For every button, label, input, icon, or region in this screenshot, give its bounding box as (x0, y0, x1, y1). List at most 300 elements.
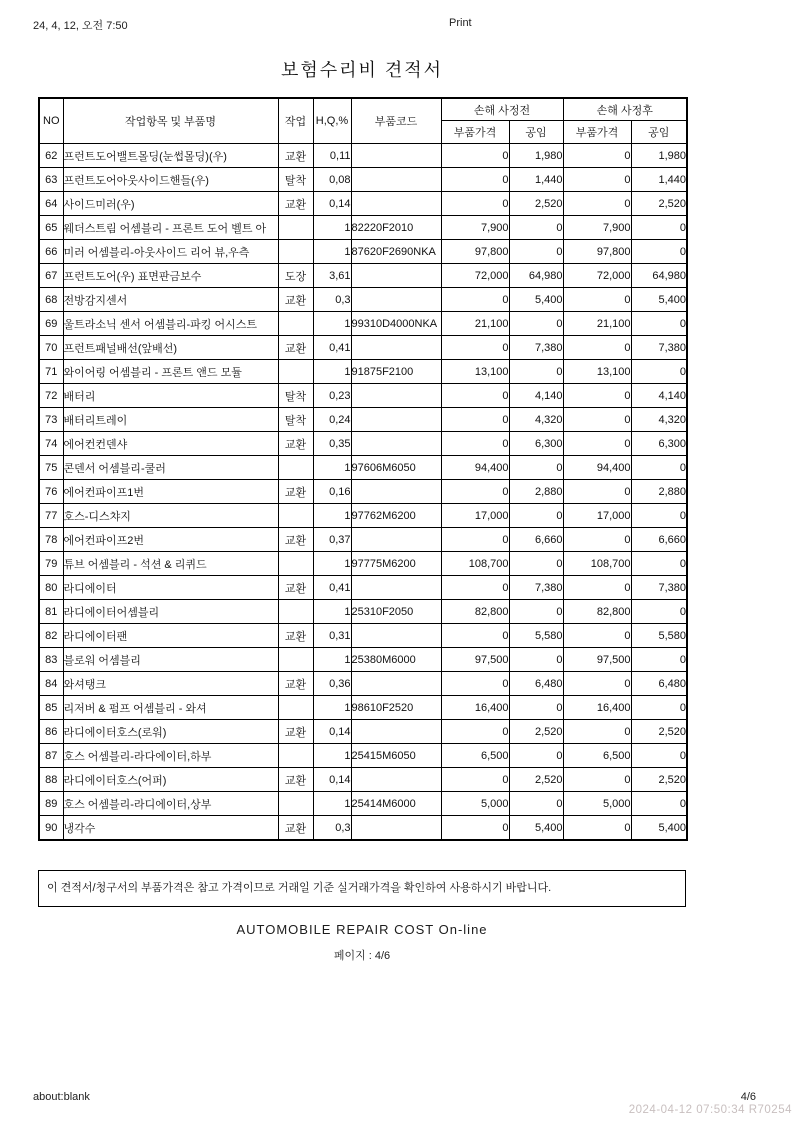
cell-before_labor: 64,980 (509, 264, 563, 288)
cell-after_labor: 0 (631, 696, 687, 720)
cell-before_labor: 5,580 (509, 624, 563, 648)
cell-after_part: 7,900 (563, 216, 631, 240)
col-header-after-group: 손해 사정후 (563, 98, 687, 121)
cell-after_part: 5,000 (563, 792, 631, 816)
cell-no: 62 (39, 144, 63, 168)
cell-hq: 1 (313, 600, 351, 624)
cell-no: 70 (39, 336, 63, 360)
cell-before_labor: 7,380 (509, 576, 563, 600)
cell-hq: 1 (313, 216, 351, 240)
cell-job: 탈착 (278, 408, 313, 432)
cell-after_part: 16,400 (563, 696, 631, 720)
cell-code: 91875F2100 (351, 360, 441, 384)
cell-job (278, 504, 313, 528)
cell-after_labor: 0 (631, 504, 687, 528)
cell-hq: 0,23 (313, 384, 351, 408)
cell-name: 라디에이터호스(어퍼) (63, 768, 278, 792)
service-name: AUTOMOBILE REPAIR COST On-line (236, 922, 488, 937)
cell-before_labor: 6,660 (509, 528, 563, 552)
cell-code (351, 816, 441, 841)
cell-before_part: 0 (441, 720, 509, 744)
cell-code: 25310F2050 (351, 600, 441, 624)
cell-no: 77 (39, 504, 63, 528)
cell-after_labor: 0 (631, 552, 687, 576)
cell-code: 99310D4000NKA (351, 312, 441, 336)
cell-job (278, 360, 313, 384)
cell-name: 웨더스트림 어셈블리 - 프론트 도어 벨트 아 (63, 216, 278, 240)
cell-no: 66 (39, 240, 63, 264)
cell-before_part: 0 (441, 576, 509, 600)
cell-no: 82 (39, 624, 63, 648)
cell-after_labor: 0 (631, 648, 687, 672)
cell-no: 83 (39, 648, 63, 672)
cell-no: 89 (39, 792, 63, 816)
cell-after_labor: 0 (631, 216, 687, 240)
col-header-before-labor: 공임 (509, 121, 563, 144)
cell-before_part: 17,000 (441, 504, 509, 528)
table-row (39, 528, 687, 552)
cell-name: 리저버 & 펌프 어셈블리 - 와셔 (63, 696, 278, 720)
cell-job: 교환 (278, 576, 313, 600)
cell-job (278, 600, 313, 624)
table-row (39, 672, 687, 696)
table-row (39, 144, 687, 168)
cell-hq: 0,08 (313, 168, 351, 192)
cell-hq: 1 (313, 504, 351, 528)
page-indicator: 페이지 : 4/6 (333, 950, 391, 962)
cell-no: 76 (39, 480, 63, 504)
cell-code (351, 192, 441, 216)
table-row (39, 720, 687, 744)
cell-job: 교환 (278, 672, 313, 696)
cell-job: 도장 (278, 264, 313, 288)
cell-before_labor: 1,980 (509, 144, 563, 168)
cell-after_labor: 0 (631, 792, 687, 816)
cell-code: 25380M6000 (351, 648, 441, 672)
cell-code (351, 408, 441, 432)
cell-code (351, 624, 441, 648)
cell-no: 80 (39, 576, 63, 600)
cell-before_labor: 0 (509, 600, 563, 624)
cell-hq: 0,14 (313, 720, 351, 744)
cell-before_part: 0 (441, 288, 509, 312)
table-row (39, 408, 687, 432)
cell-name: 전방감지센서 (63, 288, 278, 312)
cell-after_labor: 7,380 (631, 336, 687, 360)
cell-after_part: 13,100 (563, 360, 631, 384)
cell-before_labor: 4,320 (509, 408, 563, 432)
cell-after_labor: 0 (631, 312, 687, 336)
table-header (39, 98, 687, 144)
cell-job: 탈착 (278, 168, 313, 192)
cell-no: 79 (39, 552, 63, 576)
cell-before_part: 13,100 (441, 360, 509, 384)
cell-before_labor: 0 (509, 552, 563, 576)
cell-name: 배터리트레이 (63, 408, 278, 432)
cell-code (351, 768, 441, 792)
cell-before_labor: 2,520 (509, 768, 563, 792)
cell-after_part: 0 (563, 288, 631, 312)
cell-after_labor: 2,520 (631, 192, 687, 216)
table-row (39, 432, 687, 456)
cell-name: 라디에이터어셈블리 (63, 600, 278, 624)
cell-job: 교환 (278, 144, 313, 168)
cell-after_part: 0 (563, 768, 631, 792)
cell-after_part: 94,400 (563, 456, 631, 480)
cell-job (278, 240, 313, 264)
cell-code: 82220F2010 (351, 216, 441, 240)
cell-after_labor: 5,400 (631, 288, 687, 312)
cell-code: 97762M6200 (351, 504, 441, 528)
cell-name: 라디에이터팬 (63, 624, 278, 648)
cell-before_labor: 7,380 (509, 336, 563, 360)
cell-hq: 0,3 (313, 816, 351, 841)
cell-code (351, 672, 441, 696)
cell-after_part: 0 (563, 408, 631, 432)
cell-before_labor: 6,300 (509, 432, 563, 456)
cell-before_labor: 0 (509, 744, 563, 768)
cell-after_labor: 0 (631, 360, 687, 384)
cell-job: 교환 (278, 624, 313, 648)
col-header-item: 작업항목 및 부품명 (63, 98, 278, 144)
cell-code: 98610F2520 (351, 696, 441, 720)
timestamp-watermark: 2024-04-12 07:50:34 R70254 (628, 1104, 792, 1116)
cell-after_part: 0 (563, 336, 631, 360)
table-row (39, 312, 687, 336)
cell-hq: 0,24 (313, 408, 351, 432)
cell-before_part: 0 (441, 768, 509, 792)
cell-code (351, 168, 441, 192)
cell-before_part: 0 (441, 408, 509, 432)
cell-name: 와이어링 어셈블리 - 프론트 앤드 모듈 (63, 360, 278, 384)
cell-after_part: 0 (563, 720, 631, 744)
cell-after_labor: 0 (631, 456, 687, 480)
cell-before_part: 0 (441, 816, 509, 841)
cell-after_part: 0 (563, 432, 631, 456)
cell-job: 교환 (278, 768, 313, 792)
col-header-no: NO (39, 98, 63, 144)
cell-after_part: 97,500 (563, 648, 631, 672)
cell-before_part: 0 (441, 432, 509, 456)
cell-hq: 1 (313, 312, 351, 336)
cell-before_part: 72,000 (441, 264, 509, 288)
cell-after_part: 21,100 (563, 312, 631, 336)
cell-hq: 0,37 (313, 528, 351, 552)
cell-name: 배터리 (63, 384, 278, 408)
table-row (39, 240, 687, 264)
cell-name: 블로워 어셈블리 (63, 648, 278, 672)
table-row (39, 360, 687, 384)
table-row (39, 480, 687, 504)
cell-code (351, 720, 441, 744)
cell-before_labor: 5,400 (509, 816, 563, 841)
cell-before_labor: 0 (509, 696, 563, 720)
cell-before_part: 0 (441, 168, 509, 192)
cell-before_labor: 0 (509, 792, 563, 816)
col-header-hq: H,Q,% (313, 98, 351, 144)
cell-code (351, 528, 441, 552)
table-row (39, 600, 687, 624)
cell-after_labor: 2,880 (631, 480, 687, 504)
cell-after_labor: 64,980 (631, 264, 687, 288)
cell-before_part: 97,800 (441, 240, 509, 264)
cell-after_labor: 1,980 (631, 144, 687, 168)
document-title: 보험수리비 견적서 (280, 60, 444, 80)
cell-hq: 3,61 (313, 264, 351, 288)
cell-after_part: 6,500 (563, 744, 631, 768)
table-row (39, 648, 687, 672)
cell-job: 탈착 (278, 384, 313, 408)
cell-name: 콘덴서 어셈블리-쿨러 (63, 456, 278, 480)
cell-after_part: 0 (563, 384, 631, 408)
cell-before_labor: 0 (509, 240, 563, 264)
cell-after_part: 72,000 (563, 264, 631, 288)
cell-after_part: 97,800 (563, 240, 631, 264)
cell-no: 68 (39, 288, 63, 312)
cell-hq: 1 (313, 648, 351, 672)
cell-no: 65 (39, 216, 63, 240)
cell-after_labor: 2,520 (631, 768, 687, 792)
cell-hq: 0,16 (313, 480, 351, 504)
cell-before_labor: 1,440 (509, 168, 563, 192)
cell-job (278, 552, 313, 576)
cell-code: 87620F2690NKA (351, 240, 441, 264)
print-footer-page-number: 4/6 (740, 1091, 756, 1103)
table-row (39, 384, 687, 408)
cell-before_part: 0 (441, 144, 509, 168)
cell-after_labor: 7,380 (631, 576, 687, 600)
cell-job: 교환 (278, 720, 313, 744)
cell-job (278, 456, 313, 480)
cell-name: 에어컨파이프1번 (63, 480, 278, 504)
cell-job (278, 216, 313, 240)
cell-hq: 0,35 (313, 432, 351, 456)
cell-job (278, 744, 313, 768)
cell-job: 교환 (278, 528, 313, 552)
cell-no: 87 (39, 744, 63, 768)
cell-no: 75 (39, 456, 63, 480)
cell-no: 64 (39, 192, 63, 216)
cell-name: 호스-디스챠지 (63, 504, 278, 528)
cell-after_labor: 0 (631, 240, 687, 264)
cell-no: 63 (39, 168, 63, 192)
cell-after_labor: 0 (631, 744, 687, 768)
cell-code: 97775M6200 (351, 552, 441, 576)
cell-no: 86 (39, 720, 63, 744)
cell-code (351, 480, 441, 504)
cell-before_labor: 0 (509, 216, 563, 240)
notice-text: 이 견적서/청구서의 부품가격은 참고 가격이므로 거래일 기준 실거래가격을 확인하여 사용하시기 바랍니다. (47, 882, 552, 894)
cell-job (278, 696, 313, 720)
cell-after_labor: 5,400 (631, 816, 687, 841)
cell-job: 교환 (278, 480, 313, 504)
estimate-table (38, 97, 688, 841)
cell-after_labor: 6,660 (631, 528, 687, 552)
cell-job: 교환 (278, 336, 313, 360)
cell-after_part: 0 (563, 672, 631, 696)
cell-name: 호스 어셈블리-라다에이터,하부 (63, 744, 278, 768)
cell-hq: 0,3 (313, 288, 351, 312)
table-row (39, 768, 687, 792)
cell-name: 튜브 어셈블리 - 석션 & 리퀴드 (63, 552, 278, 576)
cell-no: 69 (39, 312, 63, 336)
cell-after_part: 0 (563, 480, 631, 504)
cell-hq: 1 (313, 240, 351, 264)
table-row (39, 504, 687, 528)
cell-hq: 0,11 (313, 144, 351, 168)
cell-code (351, 288, 441, 312)
cell-name: 사이드미러(우) (63, 192, 278, 216)
cell-after_labor: 4,320 (631, 408, 687, 432)
cell-after_labor: 6,480 (631, 672, 687, 696)
cell-no: 71 (39, 360, 63, 384)
cell-before_part: 0 (441, 384, 509, 408)
cell-hq: 0,14 (313, 768, 351, 792)
cell-code: 25415M6050 (351, 744, 441, 768)
cell-before_part: 108,700 (441, 552, 509, 576)
cell-before_labor: 0 (509, 456, 563, 480)
table-row (39, 624, 687, 648)
cell-name: 프런트도어밸트몰딩(눈썹몰딩)(우) (63, 144, 278, 168)
cell-code (351, 432, 441, 456)
table-row (39, 288, 687, 312)
cell-name: 에어컨파이프2번 (63, 528, 278, 552)
cell-before_labor: 5,400 (509, 288, 563, 312)
cell-after_part: 0 (563, 576, 631, 600)
cell-hq: 0,41 (313, 336, 351, 360)
cell-after_labor: 2,520 (631, 720, 687, 744)
cell-before_labor: 0 (509, 504, 563, 528)
col-header-before-group: 손해 사정전 (441, 98, 563, 121)
table-row (39, 816, 687, 841)
cell-no: 84 (39, 672, 63, 696)
cell-job (278, 792, 313, 816)
cell-before_part: 0 (441, 672, 509, 696)
cell-before_labor: 2,520 (509, 192, 563, 216)
table-row (39, 168, 687, 192)
cell-job (278, 312, 313, 336)
cell-hq: 0,41 (313, 576, 351, 600)
cell-before_part: 7,900 (441, 216, 509, 240)
notice-box (38, 870, 686, 907)
table-row (39, 192, 687, 216)
table-row (39, 456, 687, 480)
cell-before_labor: 0 (509, 360, 563, 384)
cell-hq: 1 (313, 744, 351, 768)
cell-no: 67 (39, 264, 63, 288)
cell-after_part: 0 (563, 192, 631, 216)
cell-before_labor: 6,480 (509, 672, 563, 696)
cell-after_part: 17,000 (563, 504, 631, 528)
cell-no: 85 (39, 696, 63, 720)
cell-no: 81 (39, 600, 63, 624)
cell-job: 교환 (278, 432, 313, 456)
cell-before_labor: 2,880 (509, 480, 563, 504)
cell-code (351, 264, 441, 288)
cell-job (278, 648, 313, 672)
cell-code: 25414M6000 (351, 792, 441, 816)
cell-before_labor: 0 (509, 648, 563, 672)
cell-job: 교환 (278, 816, 313, 841)
cell-name: 와셔탱크 (63, 672, 278, 696)
cell-before_part: 6,500 (441, 744, 509, 768)
cell-after_labor: 4,140 (631, 384, 687, 408)
cell-no: 72 (39, 384, 63, 408)
col-header-before-part-price: 부품가격 (441, 121, 509, 144)
cell-before_part: 82,800 (441, 600, 509, 624)
col-header-part-code: 부품코드 (351, 98, 441, 144)
cell-after_part: 82,800 (563, 600, 631, 624)
cell-name: 미러 어셈블리-아웃사이드 리어 뷰,우측 (63, 240, 278, 264)
table-row (39, 696, 687, 720)
cell-no: 88 (39, 768, 63, 792)
cell-name: 라디에이터 (63, 576, 278, 600)
cell-after_labor: 0 (631, 600, 687, 624)
cell-before_part: 0 (441, 336, 509, 360)
col-header-after-labor: 공임 (631, 121, 687, 144)
table-row (39, 264, 687, 288)
cell-name: 프런트도어(우) 표면판금보수 (63, 264, 278, 288)
col-header-job: 작업 (278, 98, 313, 144)
cell-hq: 1 (313, 696, 351, 720)
cell-after_part: 0 (563, 528, 631, 552)
cell-after_labor: 5,580 (631, 624, 687, 648)
cell-job: 교환 (278, 288, 313, 312)
table-row (39, 552, 687, 576)
cell-name: 호스 어셈블리-라디에이터,상부 (63, 792, 278, 816)
cell-name: 라디에이터호스(로워) (63, 720, 278, 744)
cell-before_part: 0 (441, 528, 509, 552)
cell-before_part: 94,400 (441, 456, 509, 480)
cell-after_part: 108,700 (563, 552, 631, 576)
cell-no: 78 (39, 528, 63, 552)
cell-job: 교환 (278, 192, 313, 216)
cell-after_part: 0 (563, 816, 631, 841)
cell-name: 프런트도어아웃사이드핸들(우) (63, 168, 278, 192)
cell-before_labor: 0 (509, 312, 563, 336)
cell-before_part: 0 (441, 480, 509, 504)
cell-after_part: 0 (563, 144, 631, 168)
cell-code (351, 144, 441, 168)
cell-hq: 1 (313, 792, 351, 816)
cell-after_part: 0 (563, 168, 631, 192)
cell-code: 97606M6050 (351, 456, 441, 480)
cell-name: 울트라소닉 센서 어셈블리-파킹 어시스트 (63, 312, 278, 336)
cell-before_part: 16,400 (441, 696, 509, 720)
cell-code (351, 384, 441, 408)
cell-no: 74 (39, 432, 63, 456)
cell-before_part: 5,000 (441, 792, 509, 816)
cell-before_part: 21,100 (441, 312, 509, 336)
cell-no: 73 (39, 408, 63, 432)
print-header-title: Print (449, 17, 472, 29)
cell-name: 에어컨컨덴샤 (63, 432, 278, 456)
table-row (39, 216, 687, 240)
cell-before_part: 0 (441, 192, 509, 216)
cell-after_part: 0 (563, 624, 631, 648)
cell-no: 90 (39, 816, 63, 841)
cell-name: 냉각수 (63, 816, 278, 841)
cell-hq: 0,31 (313, 624, 351, 648)
table-row (39, 336, 687, 360)
cell-before_labor: 4,140 (509, 384, 563, 408)
cell-code (351, 336, 441, 360)
cell-hq: 0,36 (313, 672, 351, 696)
table-body (39, 144, 687, 841)
cell-name: 프런트패널배선(앞배선) (63, 336, 278, 360)
cell-after_labor: 6,300 (631, 432, 687, 456)
cell-hq: 1 (313, 456, 351, 480)
